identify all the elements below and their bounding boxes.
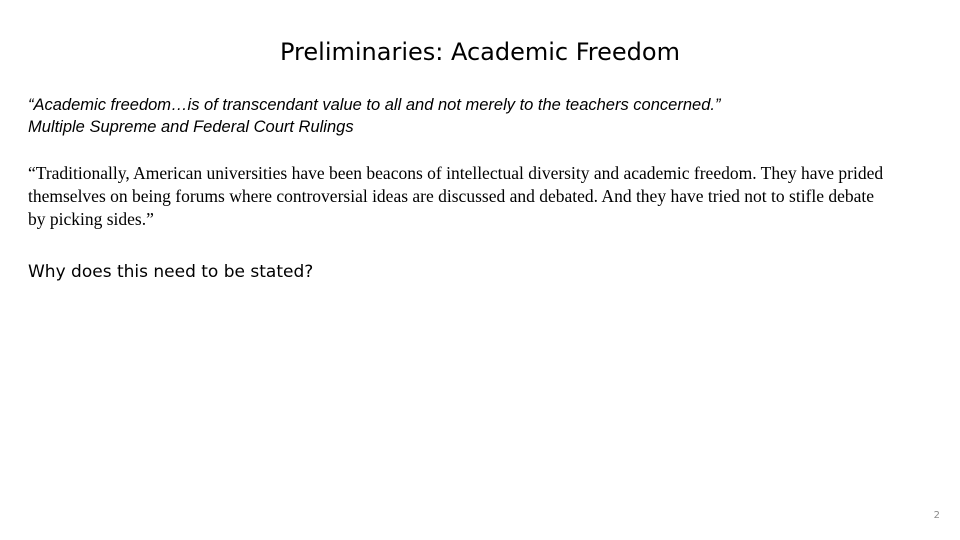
court-quote bbox=[28, 94, 928, 138]
discussion-question: Why does this need to be stated? bbox=[28, 262, 314, 282]
slide-title: Preliminaries: Academic Freedom bbox=[280, 38, 680, 66]
universities-quote-line-1: “Traditionally, American universities have been beacons of intellectual diversity and academic freedom. They have prided bbox=[28, 163, 884, 183]
page-number: 2 bbox=[933, 510, 940, 521]
universities-quote-line-3: by picking sides.” bbox=[28, 209, 154, 229]
universities-quote bbox=[28, 162, 923, 231]
court-quote-text: “Academic freedom…is of transcendant value to all and not merely to the teachers concerned.” bbox=[28, 96, 721, 114]
universities-quote-line-2: themselves on being forums where controversial ideas are discussed and debated. And they have tried not to stifle debate bbox=[28, 186, 875, 206]
court-quote-attribution: Multiple Supreme and Federal Court Rulings bbox=[28, 118, 354, 136]
